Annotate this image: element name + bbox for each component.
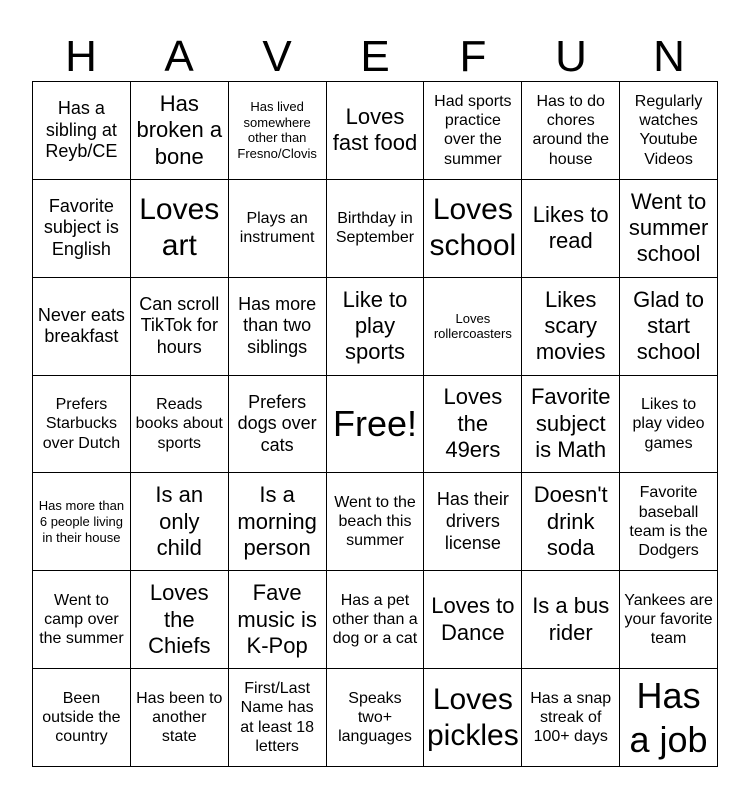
bingo-cell[interactable]: Has to do chores around the house <box>522 82 620 180</box>
bingo-cell[interactable]: Favorite baseball team is the Dodgers <box>620 473 718 571</box>
bingo-cell[interactable]: Is a bus rider <box>522 571 620 669</box>
header-letter: V <box>262 32 292 81</box>
bingo-cell[interactable]: Likes scary movies <box>522 278 620 376</box>
bingo-cell[interactable]: Loves pickles <box>424 669 522 767</box>
bingo-cell[interactable]: Been outside the country <box>33 669 131 767</box>
header-letter: U <box>555 32 587 81</box>
bingo-cell[interactable]: Has more than two siblings <box>229 278 327 376</box>
bingo-cell[interactable]: Loves the 49ers <box>424 376 522 474</box>
bingo-cell[interactable]: Has their drivers license <box>424 473 522 571</box>
bingo-cell[interactable]: Yankees are your favorite team <box>620 571 718 669</box>
bingo-cell[interactable]: Went to the beach this summer <box>327 473 425 571</box>
bingo-cell[interactable]: Favorite subject is English <box>33 180 131 278</box>
header-letter: F <box>459 32 487 81</box>
bingo-cell[interactable]: Reads books about sports <box>131 376 229 474</box>
bingo-cell[interactable]: Birthday in September <box>327 180 425 278</box>
bingo-cell[interactable]: Plays an instrument <box>229 180 327 278</box>
bingo-cell[interactable]: Speaks two+ languages <box>327 669 425 767</box>
bingo-cell[interactable]: Has a job <box>620 669 718 767</box>
bingo-cell[interactable]: Favorite subject is Math <box>522 376 620 474</box>
header-letter: N <box>653 32 685 81</box>
bingo-cell[interactable]: Regularly watches Youtube Videos <box>620 82 718 180</box>
bingo-cell[interactable]: Loves fast food <box>327 82 425 180</box>
header-letter: E <box>360 32 390 81</box>
bingo-cell[interactable]: Has a pet other than a dog or a cat <box>327 571 425 669</box>
bingo-cell[interactable]: Had sports practice over the summer <box>424 82 522 180</box>
bingo-cell[interactable]: Likes to play video games <box>620 376 718 474</box>
bingo-cell[interactable]: Has more than 6 people living in their house <box>33 473 131 571</box>
bingo-cell[interactable]: Has a sibling at Reyb/CE <box>33 82 131 180</box>
bingo-cell[interactable]: Like to play sports <box>327 278 425 376</box>
header-letter: H <box>65 32 97 81</box>
bingo-cell[interactable]: Loves art <box>131 180 229 278</box>
bingo-cell[interactable]: Loves to Dance <box>424 571 522 669</box>
bingo-cell[interactable]: Doesn't drink soda <box>522 473 620 571</box>
bingo-cell[interactable]: Is a morning person <box>229 473 327 571</box>
bingo-header <box>32 32 718 82</box>
bingo-cell[interactable]: Is an only child <box>131 473 229 571</box>
bingo-cell[interactable]: Has lived somewhere other than Fresno/Clovis <box>229 82 327 180</box>
header-letter: A <box>164 32 194 81</box>
bingo-cell[interactable]: Likes to read <box>522 180 620 278</box>
bingo-cell[interactable]: Can scroll TikTok for hours <box>131 278 229 376</box>
bingo-cell[interactable]: Went to camp over the summer <box>33 571 131 669</box>
bingo-cell[interactable]: Has been to another state <box>131 669 229 767</box>
bingo-cell[interactable]: Went to summer school <box>620 180 718 278</box>
bingo-cell[interactable]: Prefers dogs over cats <box>229 376 327 474</box>
bingo-cell[interactable]: Never eats breakfast <box>33 278 131 376</box>
bingo-grid <box>32 81 718 767</box>
bingo-cell[interactable]: Has a snap streak of 100+ days <box>522 669 620 767</box>
bingo-cell[interactable]: First/Last Name has at least 18 letters <box>229 669 327 767</box>
bingo-cell[interactable]: Fave music is K-Pop <box>229 571 327 669</box>
bingo-cell[interactable]: Loves rollercoasters <box>424 278 522 376</box>
bingo-cell[interactable]: Glad to start school <box>620 278 718 376</box>
bingo-cell[interactable]: Has broken a bone <box>131 82 229 180</box>
free-space[interactable]: Free! <box>327 376 425 474</box>
bingo-cell[interactable]: Loves school <box>424 180 522 278</box>
bingo-cell[interactable]: Prefers Starbucks over Dutch <box>33 376 131 474</box>
bingo-cell[interactable]: Loves the Chiefs <box>131 571 229 669</box>
